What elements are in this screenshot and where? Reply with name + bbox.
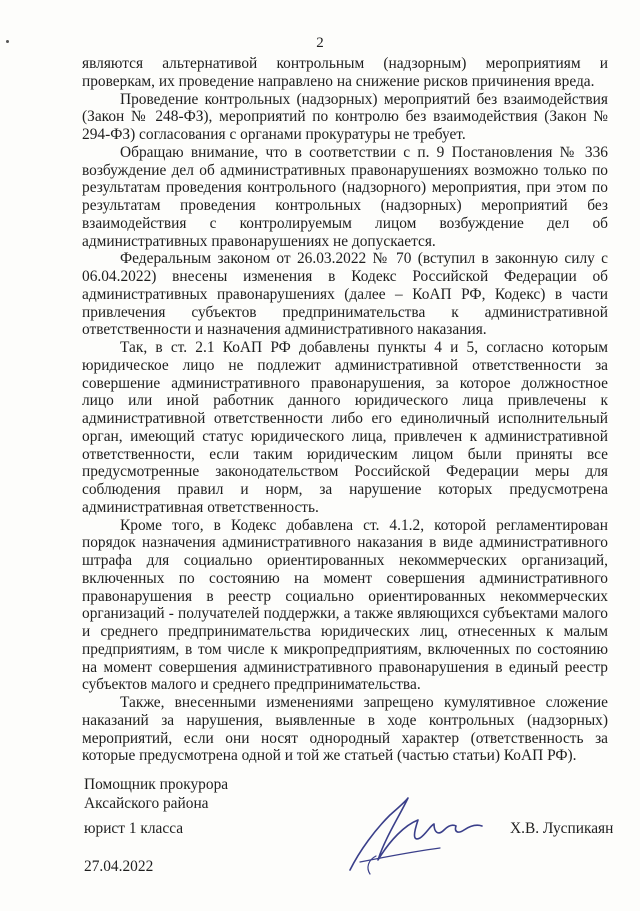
position-line-1: Помощник прокурора (84, 776, 229, 793)
paragraph-continuation: являются альтернативой контрольным (надзорным) мероприятиям и проверкам, их проведение направлено на снижение рисков причинения вреда. (82, 55, 608, 90)
paragraph: Так, в ст. 2.1 КоАП РФ добавлены пункты 4 и 5, согласно которым юридическое лицо не подлежит административной ответственности за совершение административного правонарушения, за которое должностное лицо или иной работник данного юридического лица привлечены к административной ответственности либо его единоличный исполнительный орган, имеющий статус юридического лица, привлечен к административной ответственности, если таким юридическим лицом были приняты все предусмотренные законодательством Российской Федерации меры для соблюдения правил и норм, за нарушение которых предусмотрена административная ответственность. (82, 339, 608, 516)
page-number: 2 (316, 35, 324, 51)
document-date: 27.04.2022 (84, 858, 154, 875)
paragraph: Также, внесенными изменениями запрещено кумулятивное сложение наказаний за нарушения, выявленные в ходе контрольных (надзорных) мероприятий, если они носят однородный характер (ответственность за которые предусмотрена одной и той же статьей (частью статьи) КоАП РФ). (82, 694, 608, 765)
paragraph: Кроме того, в Кодекс добавлена ст. 4.1.2, которой регламентирован порядок назначения административного наказания в виде административного штрафа для социально ориентированных некоммерческих организаций, включенных по состоянию на момент совершения административного правонарушения в реестр социально ориентированных некоммерческих организаций - получателей поддержки, а также являющихся субъектами малого и среднего предпринимательства юридических лиц, отнесенных к малым предприятиям, в том числе к микропредприятиям, включенных по состоянию на момент совершения административного правонарушения в единый реестр субъектов малого и среднего предпринимательства. (82, 516, 608, 694)
document-body (82, 55, 608, 765)
signatory-position (84, 775, 228, 813)
signatory-name: Х.В. Луспикаян (510, 820, 614, 837)
paragraph: Проведение контрольных (надзорных) мероприятий без взаимодействия (Закон № 248-ФЗ), мероприятий по контролю без взаимодействия (Закон № 294-ФЗ) согласования с органами прокуратуры не требует. (82, 90, 608, 143)
paragraph: Обращаю внимание, что в соответствии с п. 9 Постановления № 336 возбуждение дел об административных правонарушениях возможно только по результатам проведения контрольного (надзорного) мероприятия, при этом по результатам проведения контрольных (надзорных) мероприятий без взаимодействия с контролируемым лицом возбуждение дел об административных правонарушениях не допускается. (82, 143, 608, 250)
signatory-rank: юрист 1 класса (84, 820, 184, 837)
position-line-2: Аксайского района (84, 795, 209, 812)
handwritten-signature (330, 790, 500, 880)
paragraph: Федеральным законом от 26.03.2022 № 70 (вступил в законную силу с 06.04.2022) внесены изменения в Кодекс Российской Федерации об административных правонарушениях (далее – КоАП РФ, Кодекс) в части привлечения субъектов предпринимательства к административной ответственности и назначения административного наказания. (82, 250, 608, 339)
